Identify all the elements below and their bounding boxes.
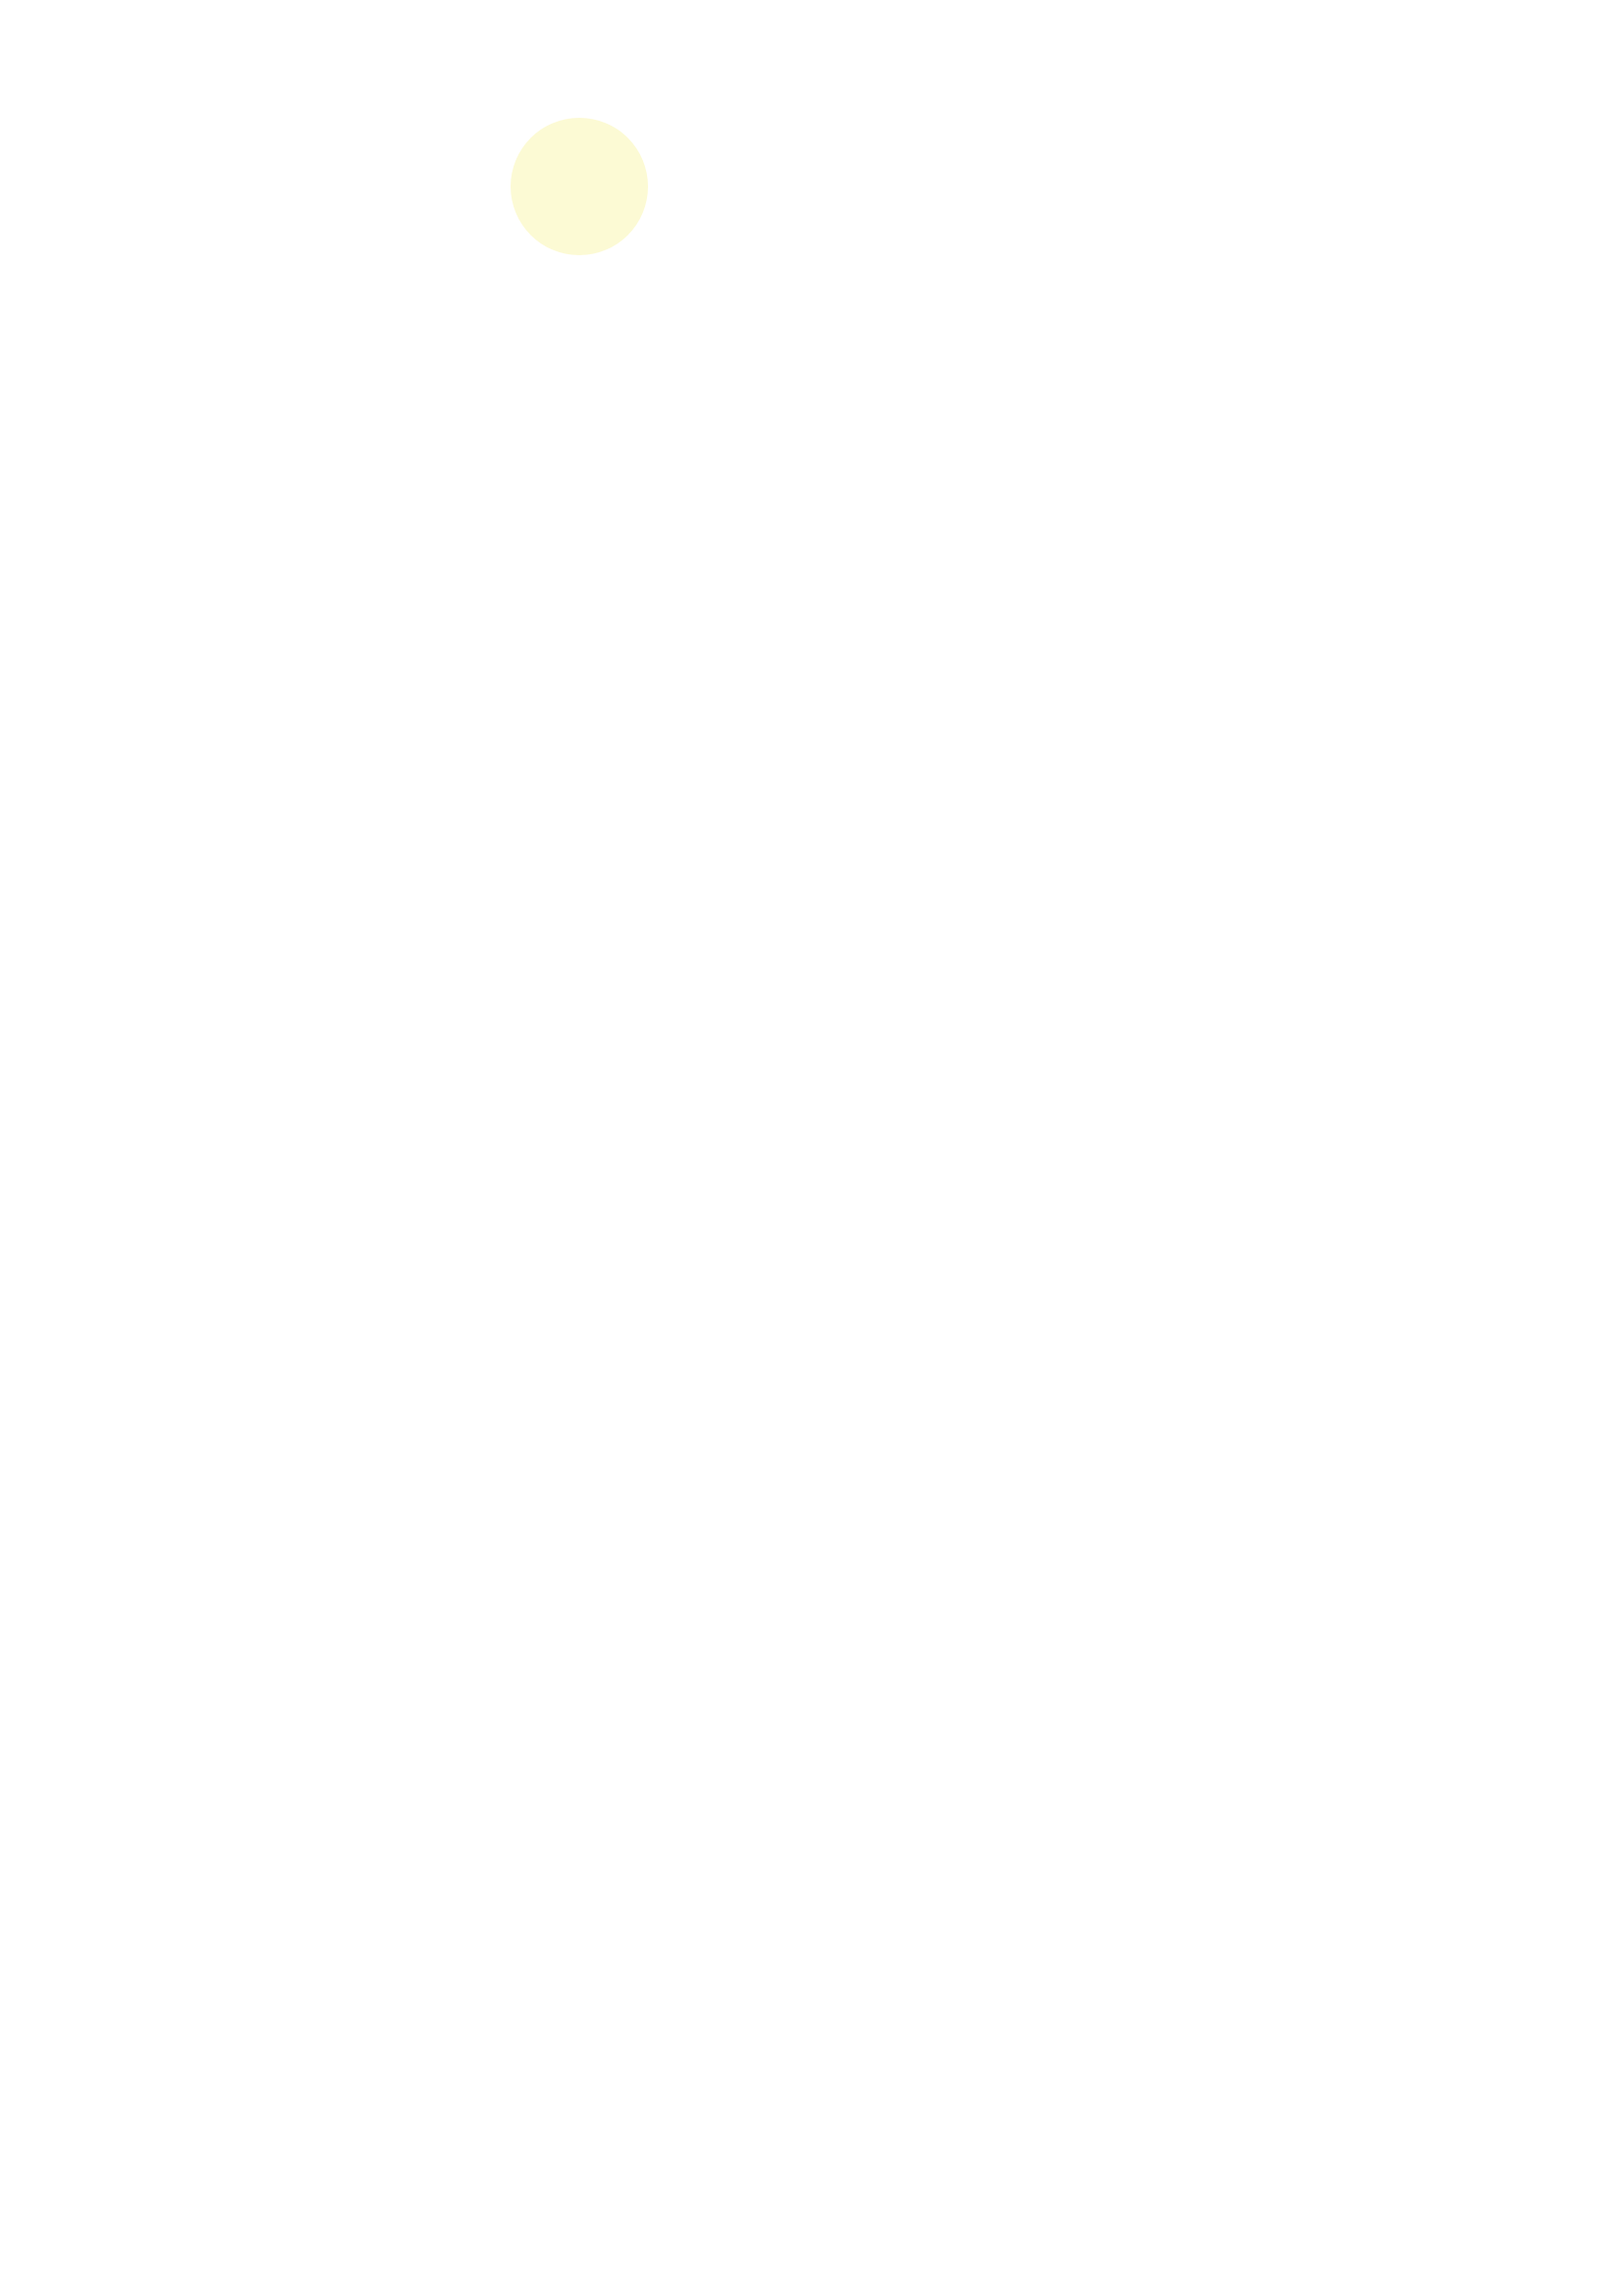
document-body (0, 187, 1624, 215)
skuola-watermark-logo (29, 39, 736, 923)
